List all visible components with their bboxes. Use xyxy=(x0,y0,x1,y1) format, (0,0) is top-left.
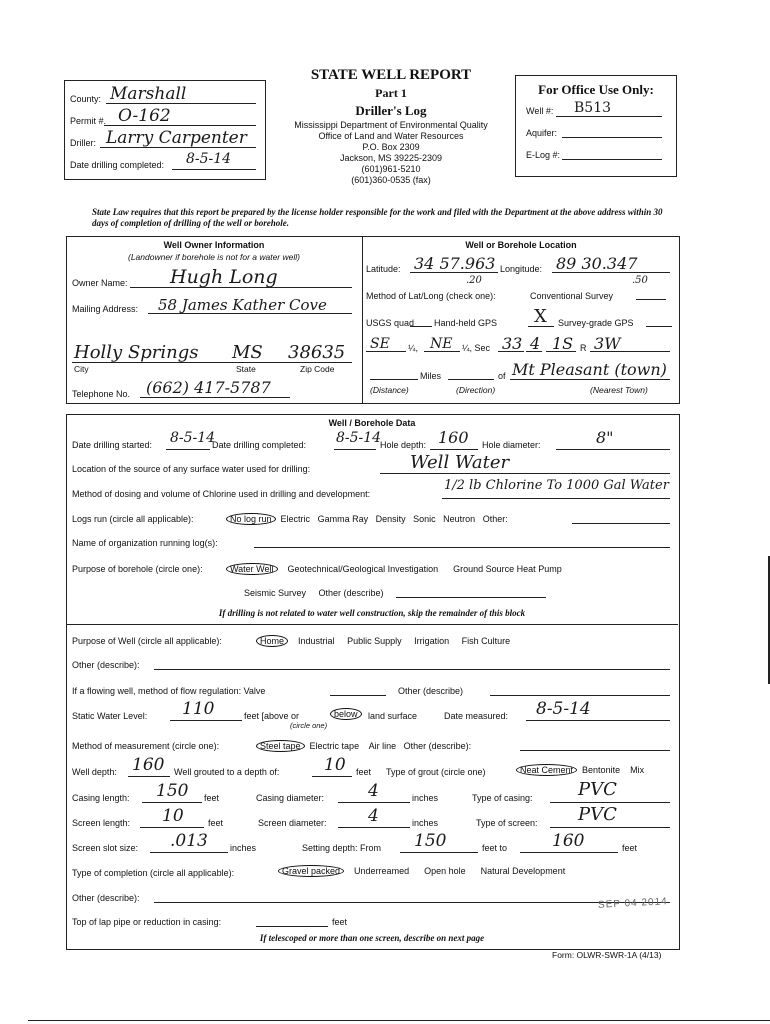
office-name: Office of Land and Water Resources xyxy=(318,131,464,141)
log-opt-other[interactable]: Other: xyxy=(482,514,508,524)
log-opt-sonic[interactable]: Sonic xyxy=(413,514,436,524)
meas-method-options xyxy=(256,741,471,751)
completion-label: Type of completion (circle all applicable): xyxy=(72,868,235,878)
date-started-label: Date drilling started: xyxy=(72,440,153,450)
county-value[interactable]: Marshall xyxy=(110,84,187,104)
log-opt-gamma[interactable]: Gamma Ray xyxy=(317,514,369,524)
completion-options xyxy=(278,866,565,876)
well-num-label: Well #: xyxy=(526,106,554,116)
r-value[interactable]: 3W xyxy=(594,334,621,353)
grout-bentonite[interactable]: Bentonite xyxy=(582,765,621,775)
report-title: STATE WELL REPORT xyxy=(310,67,472,83)
grout-feet: feet xyxy=(356,767,372,777)
latitude-sub: .20 xyxy=(466,275,482,286)
borehole-title: Well / Borehole Data xyxy=(328,418,416,428)
circle-one-note: (circle one) xyxy=(290,721,328,730)
meas-steel-tape[interactable]: Steel tape xyxy=(256,740,305,752)
grout-neat-cement[interactable]: Neat Cement xyxy=(516,764,577,776)
longitude-label: Longitude: xyxy=(500,264,543,274)
nearest-town-label: (Nearest Town) xyxy=(590,385,648,395)
screen-diam-inches: inches xyxy=(412,818,439,828)
fax: (601)360-0535 (fax) xyxy=(351,175,431,185)
setting-depth-label: Setting depth: From xyxy=(302,843,382,853)
quarter2-value[interactable]: NE xyxy=(430,336,453,352)
longitude-sub: .50 xyxy=(632,275,648,286)
grout-type-label: Type of grout (circle one) xyxy=(386,767,486,777)
tel-value[interactable]: (662) 417-5787 xyxy=(146,378,271,397)
casing-length-label: Casing length: xyxy=(72,793,130,803)
mailing-label: Mailing Address: xyxy=(72,304,139,314)
sec-label: ¼, Sec xyxy=(462,343,491,353)
conventional-survey[interactable]: Conventional Survey xyxy=(530,291,614,301)
other2-label: Other (describe): xyxy=(72,893,140,903)
date-measured-label: Date measured: xyxy=(444,711,509,721)
log-opt-neutron[interactable]: Neutron xyxy=(443,514,476,524)
driller-label: Driller: xyxy=(70,138,96,148)
log-opt-electric[interactable]: Electric xyxy=(280,514,311,524)
well-purpose-irrigation[interactable]: Irrigation xyxy=(414,636,450,646)
tel-label: Telephone No. xyxy=(72,389,131,399)
county-label: County: xyxy=(70,94,102,104)
office-use-title: For Office Use Only: xyxy=(538,82,654,97)
well-purpose-options xyxy=(256,636,510,646)
report-subtitle: Driller's Log xyxy=(355,103,427,118)
setting-from-value[interactable]: 150 xyxy=(414,831,447,851)
completion-gravel-packed[interactable]: Gravel packed xyxy=(278,865,344,877)
hole-diameter-value[interactable]: 8" xyxy=(596,428,614,447)
below-circle[interactable]: below xyxy=(330,708,362,720)
distance-label: (Distance) xyxy=(370,385,409,395)
static-end-label: land surface xyxy=(368,711,418,721)
skip-note: If drilling is not related to water well construction, skip the remainder of this block xyxy=(218,608,526,618)
date-started-value[interactable]: 8-5-14 xyxy=(170,430,216,446)
owner-title: Well Owner Information xyxy=(163,240,265,250)
report-part: Part 1 xyxy=(375,86,407,100)
meas-other[interactable]: Other (describe): xyxy=(403,741,472,751)
completion-open-hole[interactable]: Open hole xyxy=(424,866,466,876)
hole-depth-label: Hole depth: xyxy=(380,440,427,450)
logs-label: Logs run (circle all applicable): xyxy=(72,514,194,524)
logs-options xyxy=(226,514,508,524)
meas-air-line[interactable]: Air line xyxy=(368,741,397,751)
zip-label: Zip Code xyxy=(300,364,335,374)
setting-to-value[interactable]: 160 xyxy=(552,831,585,851)
city-address: Jackson, MS 39225-2309 xyxy=(339,153,443,163)
phone: (601)961-5210 xyxy=(361,164,421,174)
screen-length-label: Screen length: xyxy=(72,818,131,828)
purpose-opt-water-well[interactable]: Water Well xyxy=(226,563,278,575)
flowing-other-label: Other (describe) xyxy=(398,686,464,696)
screen-type-value[interactable]: PVC xyxy=(578,804,617,825)
casing-type-label: Type of casing: xyxy=(472,793,533,803)
purpose-borehole-label: Purpose of borehole (circle one): xyxy=(72,564,203,574)
date-completed-label: Date drilling completed: xyxy=(70,160,165,170)
survey-grade-gps[interactable]: Survey-grade GPS xyxy=(558,318,634,328)
surface-water-value[interactable]: Well Water xyxy=(410,452,510,473)
casing-diam-inches: inches xyxy=(412,793,439,803)
well-depth-value[interactable]: 160 xyxy=(132,755,165,775)
static-level-value[interactable]: 110 xyxy=(182,699,215,719)
chlorine-value[interactable]: 1/2 lb Chlorine To 1000 Gal Water xyxy=(444,478,669,493)
state-law-notice: State Law requires that this report be prepared by the license holder responsible for the work and filed with the Department at the above address within 30 days of completion of drilling of the well or borehole. xyxy=(92,207,663,228)
handheld-mark: X xyxy=(534,306,547,327)
mailing-value[interactable]: 58 James Kather Cove xyxy=(158,296,327,314)
dept-name: Mississippi Department of Environmental Quality xyxy=(294,120,488,130)
miles-label: Miles xyxy=(420,371,442,381)
log-org-label: Name of organization running log(s): xyxy=(72,538,218,548)
latitude-label: Latitude: xyxy=(366,264,401,274)
direction-label: (Direction) xyxy=(456,385,496,395)
longitude-value[interactable]: 89 30.347 xyxy=(556,254,638,273)
purpose-opt-geotech[interactable]: Geotechnical/Geological Investigation xyxy=(287,564,439,574)
hole-diameter-label: Hole diameter: xyxy=(482,440,541,450)
lap-pipe-feet: feet xyxy=(332,917,348,927)
aquifer-label: Aquifer: xyxy=(526,128,558,138)
r-label: R xyxy=(580,343,587,353)
well-other-label: Other (describe): xyxy=(72,660,140,670)
meas-method-label: Method of measurement (circle one): xyxy=(72,741,220,751)
screen-length-feet: feet xyxy=(208,818,224,828)
log-opt-none[interactable]: No log run xyxy=(226,513,276,525)
state-label: State xyxy=(236,364,256,374)
log-opt-density[interactable]: Density xyxy=(375,514,406,524)
grout-mix[interactable]: Mix xyxy=(630,765,645,775)
casing-length-value[interactable]: 150 xyxy=(156,781,189,801)
purpose-opt-heat-pump[interactable]: Ground Source Heat Pump xyxy=(453,564,562,574)
static-mid-label: feet [above or xyxy=(244,711,300,721)
flowing-label: If a flowing well, method of flow regulation: Valve xyxy=(72,686,266,696)
driller-value[interactable]: Larry Carpenter xyxy=(106,128,247,148)
latitude-value[interactable]: 34 57.963 xyxy=(414,254,496,273)
date-measured-value[interactable]: 8-5-14 xyxy=(536,699,591,719)
purpose-borehole-options2 xyxy=(244,588,384,598)
surface-water-label: Location of the source of any surface water used for drilling: xyxy=(72,464,311,474)
form-id: Form: OLWR-SWR-1A (4/13) xyxy=(552,950,662,960)
purpose-borehole-options xyxy=(226,564,562,574)
state-value[interactable]: MS xyxy=(232,342,263,363)
city-label: City xyxy=(74,364,89,374)
po-box: P.O. Box 2309 xyxy=(362,142,420,152)
location-title: Well or Borehole Location xyxy=(465,240,577,250)
date-completed-value[interactable]: 8-5-14 xyxy=(186,151,232,167)
sec-value[interactable]: 33 xyxy=(502,334,523,353)
date-completed2-label: Date drilling completed: xyxy=(212,440,307,450)
meas-electric-tape[interactable]: Electric tape xyxy=(309,741,360,751)
casing-type-value[interactable]: PVC xyxy=(578,779,617,800)
nearest-town-value[interactable]: Mt Pleasant (town) xyxy=(512,360,667,379)
well-num-value[interactable]: B513 xyxy=(574,100,612,116)
permit-value[interactable]: O-162 xyxy=(118,106,171,126)
received-stamp: SEP 04 2014 xyxy=(597,896,669,911)
static-below-option xyxy=(330,709,362,719)
quarter1-value[interactable]: SE xyxy=(370,336,390,352)
method-latlong-label: Method of Lat/Long (check one): xyxy=(366,291,496,301)
well-purpose-public[interactable]: Public Supply xyxy=(347,636,402,646)
elog-label: E-Log #: xyxy=(526,150,561,160)
completion-natural[interactable]: Natural Development xyxy=(480,866,566,876)
quarter1-label: ¼, xyxy=(408,343,419,353)
date-completed2-value[interactable]: 8-5-14 xyxy=(336,430,382,446)
of-label: of xyxy=(498,371,506,381)
rng-value[interactable]: 1S xyxy=(552,334,574,353)
screen-length-value[interactable]: 10 xyxy=(162,806,184,826)
well-depth-label: Well depth: xyxy=(72,767,117,777)
well-purpose-home[interactable]: Home xyxy=(256,635,288,647)
well-purpose-fish[interactable]: Fish Culture xyxy=(461,636,511,646)
slot-size-inches: inches xyxy=(230,843,257,853)
purpose-opt-seismic[interactable]: Seismic Survey xyxy=(244,588,307,598)
grout-depth-value[interactable]: 10 xyxy=(324,755,346,775)
slot-size-label: Screen slot size: xyxy=(72,843,139,853)
screen-type-label: Type of screen: xyxy=(476,818,538,828)
slot-size-value[interactable]: .013 xyxy=(170,831,208,851)
casing-length-feet: feet xyxy=(204,793,220,803)
well-purpose-label: Purpose of Well (circle all applicable): xyxy=(72,636,222,646)
permit-label: Permit #. xyxy=(70,116,107,126)
chlorine-label: Method of dosing and volume of Chlorine used in drilling and development: xyxy=(72,489,371,499)
setting-feet-to: feet to xyxy=(482,843,508,853)
hole-depth-value[interactable]: 160 xyxy=(438,428,469,447)
zip-value[interactable]: 38635 xyxy=(288,342,346,363)
grout-depth-label: Well grouted to a depth of: xyxy=(174,767,280,777)
twp-value[interactable]: 4 xyxy=(530,334,541,353)
owner-name-label: Owner Name: xyxy=(72,278,128,288)
casing-diam-value[interactable]: 4 xyxy=(368,781,379,801)
static-level-label: Static Water Level: xyxy=(72,711,148,721)
telescoped-note: If telescoped or more than one screen, describe on next page xyxy=(259,933,485,943)
casing-diam-label: Casing diameter: xyxy=(256,793,325,803)
screen-diam-label: Screen diameter: xyxy=(258,818,327,828)
well-purpose-industrial[interactable]: Industrial xyxy=(298,636,335,646)
screen-diam-value[interactable]: 4 xyxy=(368,806,379,826)
owner-name-value[interactable]: Hugh Long xyxy=(170,266,278,288)
city-value[interactable]: Holly Springs xyxy=(74,342,199,363)
purpose-opt-other[interactable]: Other (describe) xyxy=(318,588,384,598)
grout-type-options xyxy=(516,765,644,775)
handheld-gps[interactable]: Hand-held GPS xyxy=(434,318,498,328)
setting-to-feet: feet xyxy=(622,843,638,853)
owner-note: (Landowner if borehole is not for a water well) xyxy=(128,252,300,262)
lap-pipe-label: Top of lap pipe or reduction in casing: xyxy=(72,917,222,927)
usgs-quad[interactable]: USGS quad xyxy=(366,318,415,328)
completion-underreamed[interactable]: Underreamed xyxy=(354,866,410,876)
